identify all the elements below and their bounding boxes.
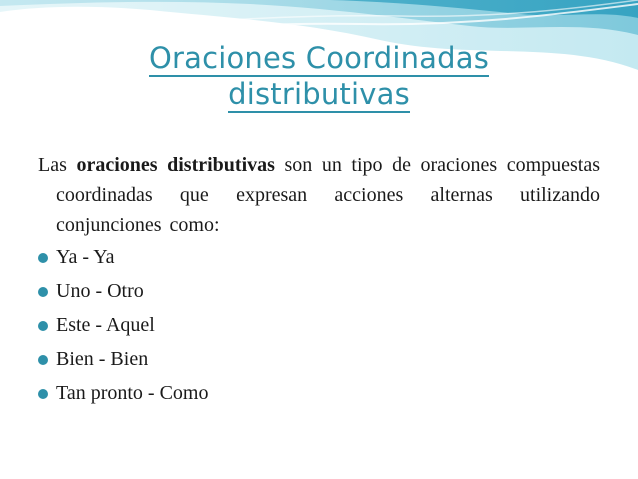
bullet-icon <box>38 321 48 331</box>
intro-rest: son un tipo de oraciones compuestas coordinadas que expresan acciones alternas utilizando conjunciones como: <box>56 154 601 236</box>
list-item-label: Este - Aquel <box>56 314 155 336</box>
intro-paragraph <box>38 150 600 240</box>
slide-body <box>38 150 600 410</box>
title-line-2: distributivas <box>228 77 410 111</box>
bullet-icon <box>38 389 48 399</box>
title-line-1: Oraciones Coordinadas <box>148 41 490 75</box>
list-item <box>38 376 600 410</box>
list-item <box>38 240 600 274</box>
intro-bold-term: oraciones distributivas <box>76 154 275 176</box>
list-item <box>38 308 600 342</box>
bullet-icon <box>38 253 48 263</box>
intro-prefix: Las <box>38 154 67 176</box>
list-item-label: Bien - Bien <box>56 348 149 370</box>
list-item-label: Ya - Ya <box>56 246 115 268</box>
bullet-icon <box>38 355 48 365</box>
list-item <box>38 274 600 308</box>
slide-title <box>0 40 638 112</box>
conjunction-list <box>38 240 600 410</box>
list-item <box>38 342 600 376</box>
list-item-label: Uno - Otro <box>56 280 144 302</box>
list-item-label: Tan pronto - Como <box>56 382 209 404</box>
bullet-icon <box>38 287 48 297</box>
